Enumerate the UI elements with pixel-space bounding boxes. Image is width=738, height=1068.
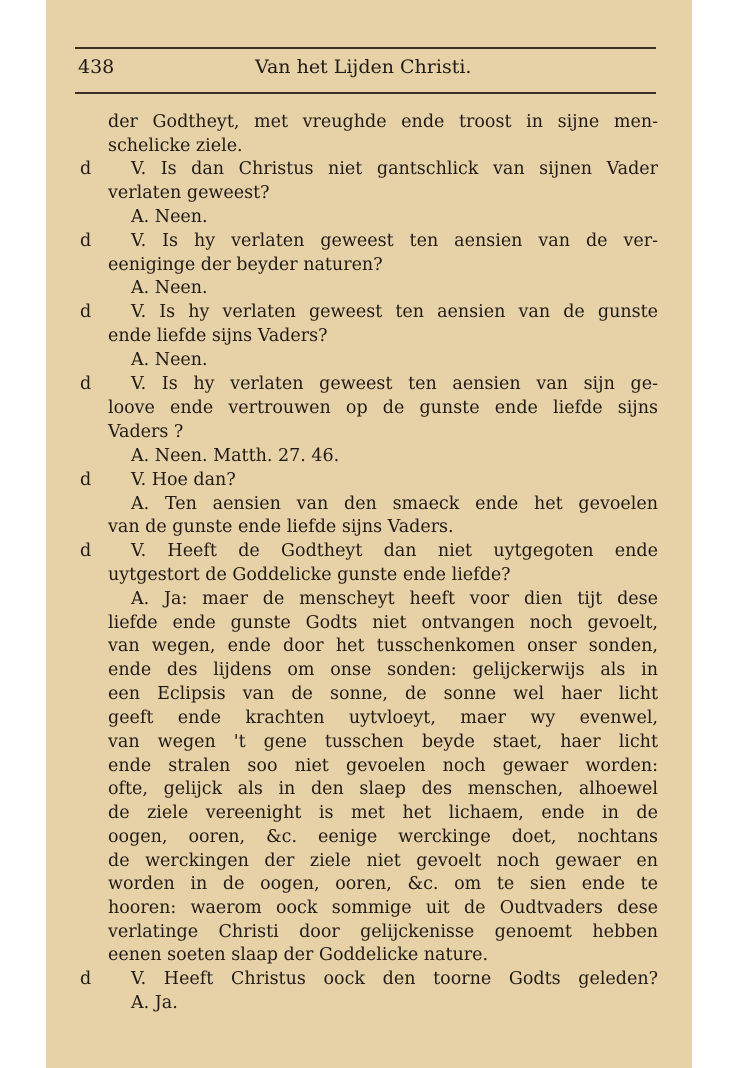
text-line: V. Heeft Christus oock den toorne Godts geleden? — [131, 969, 658, 989]
text-line: verlatinge Christi door gelijckenisse genoemt hebben — [108, 922, 658, 942]
text-line: V. Is hy verlaten geweest ten aensien van de ver- — [131, 231, 658, 251]
question-marker: d — [80, 231, 92, 251]
text-line: schelicke ziele. — [108, 136, 243, 156]
text-line: liefde ende gunste Godts niet ontvangen noch gevoelt, — [108, 613, 658, 633]
text-line: hooren: waerom oock sommige uit de Oudtvaders dese — [108, 898, 658, 918]
text-line: van wegen, ende door het tusschenkomen onser sonden, — [108, 636, 658, 656]
text-line: eenen soeten slaap der Goddelicke nature. — [108, 945, 489, 965]
text-line: V. Is hy verlaten geweest ten aensien van de gunste — [131, 302, 658, 322]
text-line: V. Is hy verlaten geweest ten aensien van sijn ge- — [131, 374, 658, 394]
text-line: V. Hoe dan? — [131, 470, 236, 490]
question-marker: d — [80, 541, 92, 561]
text-line: A. Ja: maer de menscheyt heeft voor dien tijt dese — [131, 589, 658, 609]
text-line: der Godtheyt, met vreughde ende troost in sijne men- — [108, 112, 658, 132]
text-line: een Eclipsis van de sonne, de sonne wel haer licht — [108, 684, 658, 704]
running-title: Van het Lijden Christi. — [255, 56, 472, 78]
question-marker: d — [80, 374, 92, 394]
text-line: A. Neen. Matth. 27. 46. — [131, 446, 340, 466]
text-line: A. Neen. — [131, 278, 208, 298]
top-rule — [75, 47, 656, 49]
text-line: van wegen 't gene tusschen beyde staet, haer licht — [108, 732, 658, 752]
text-line: V. Is dan Christus niet gantschlick van sijnen Vader — [131, 159, 658, 179]
text-line: oogen, ooren, &c. eenige werckinge doet, nochtans — [108, 827, 658, 847]
text-line: de werckingen der ziele niet gevoelt noch gewaer en — [108, 851, 658, 871]
text-line: ende des lijdens om onse sonden: gelijckerwijs als in — [108, 660, 658, 680]
text-line: geeft ende krachten uytvloeyt, maer wy evenwel, — [108, 708, 658, 728]
text-line: eeniginge der beyder naturen? — [108, 255, 383, 275]
text-line: ofte, gelijck als in den slaep des menschen, alhoewel — [108, 779, 658, 799]
text-line: van de gunste ende liefde sijns Vaders. — [108, 517, 454, 537]
text-line: verlaten geweest? — [108, 183, 270, 203]
text-line: ende liefde sijns Vaders? — [108, 326, 328, 346]
question-marker: d — [80, 969, 92, 989]
text-line: loove ende vertrouwen op de gunste ende liefde sijns — [108, 398, 658, 418]
text-line: A. Ten aensien van den smaeck ende het gevoelen — [131, 494, 658, 514]
text-line: A. Ja. — [131, 993, 178, 1013]
header-rule — [75, 92, 656, 94]
text-line: uytgestort de Goddelicke gunste ende liefde? — [108, 565, 511, 585]
question-marker: d — [80, 302, 92, 322]
question-marker: d — [80, 159, 92, 179]
text-line: Vaders ? — [108, 422, 184, 442]
text-line: A. Neen. — [131, 350, 208, 370]
page-number: 438 — [78, 56, 115, 78]
text-line: de ziele vereenight is met het lichaem, ende in de — [108, 803, 658, 823]
text-line: worden in de oogen, ooren, &c. om te sien ende te — [108, 874, 658, 894]
text-line: A. Neen. — [131, 207, 208, 227]
question-marker: d — [80, 470, 92, 490]
text-line: V. Heeft de Godtheyt dan niet uytgegoten ende — [131, 541, 658, 561]
text-line: ende stralen soo niet gevoelen noch gewaer worden: — [108, 756, 658, 776]
